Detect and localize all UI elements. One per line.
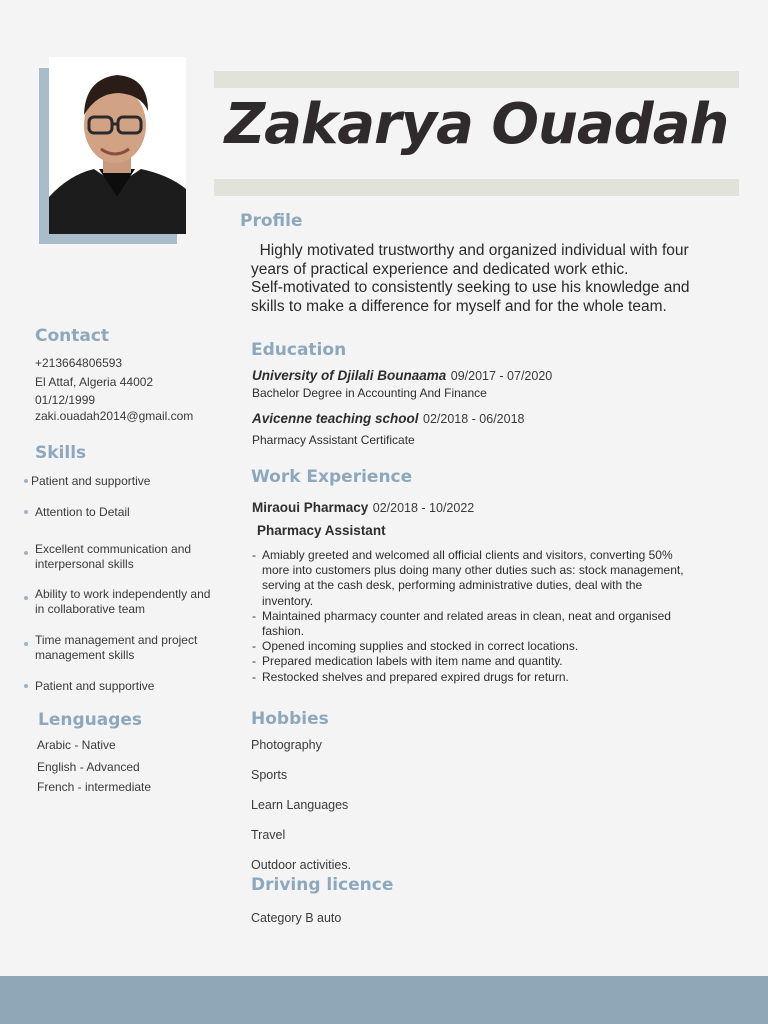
hobby-item: Photography <box>251 738 322 752</box>
bullet-dot-icon <box>24 642 28 646</box>
skills-heading: Skills <box>35 443 87 463</box>
profile-line: skills to make a difference for myself and for the whole team. <box>251 297 667 315</box>
work-heading: Work Experience <box>251 467 413 487</box>
education-entry-title <box>252 410 524 428</box>
school-name: Avicenne teaching school <box>252 411 419 426</box>
profile-summary <box>251 242 741 316</box>
profile-line: years of practical experience and dedicated work ethic. <box>251 260 629 278</box>
skill-label: Patient and supportive <box>31 474 151 488</box>
skill-item <box>22 587 212 617</box>
skill-item <box>22 474 212 489</box>
footer-bar <box>0 976 768 1024</box>
driving-category: Category B auto <box>251 911 342 925</box>
education-degree: Bachelor Degree in Accounting And Finance <box>252 386 487 400</box>
education-degree: Pharmacy Assistant Certificate <box>252 433 415 447</box>
hobby-item: Outdoor activities. <box>251 858 352 872</box>
skill-item <box>22 633 202 663</box>
profile-photo <box>49 57 186 234</box>
education-dates: 09/2017 - 07/2020 <box>450 369 553 383</box>
skill-item <box>22 679 212 694</box>
contact-heading: Contact <box>35 326 110 346</box>
hobbies-heading: Hobbies <box>251 709 329 729</box>
duty-item: - Maintained pharmacy counter and related areas in clean, neat and organised fashion. <box>251 609 691 639</box>
languages-heading: Lenguages <box>38 710 143 730</box>
skill-label: Excellent communication and interpersonal skills <box>35 542 192 571</box>
contact-address: El Attaf, Algeria 44002 <box>35 375 154 389</box>
education-dates: 02/2018 - 06/2018 <box>423 412 525 426</box>
name-band-bottom <box>214 179 739 196</box>
duty-item: - Amiably greeted and welcomed all official clients and visitors, converting 50% more into customers plus doing many other duties such as: stock management, serving at the cash desk, performing administrative duties, deal with the inventory. <box>251 548 691 609</box>
language-item: English - Advanced <box>37 760 140 774</box>
duty-item: - Opened incoming supplies and stocked in correct locations. <box>251 639 691 654</box>
skill-label: Attention to Detail <box>35 505 130 519</box>
skill-label: Ability to work independently and in collaborative team <box>35 587 211 616</box>
profile-line: Highly motivated trustworthy and organized individual with four <box>251 242 689 259</box>
name-band-top <box>214 71 739 88</box>
language-item: Arabic - Native <box>37 738 116 752</box>
education-entry-title <box>252 367 552 385</box>
work-employer-line <box>252 499 474 517</box>
contact-phone: +213664806593 <box>35 356 123 370</box>
bullet-dot-icon <box>24 596 28 600</box>
bullet-dot-icon <box>24 551 28 555</box>
hobby-item: Learn Languages <box>251 798 349 812</box>
job-role: Pharmacy Assistant <box>257 523 386 538</box>
hobby-item: Travel <box>251 828 286 842</box>
profile-line: Self-motivated to consistently seeking to use his knowledge and <box>251 279 690 296</box>
skill-label: Time management and project management skills <box>35 633 198 662</box>
driving-heading: Driving licence <box>251 875 394 895</box>
bullet-dot-icon <box>24 479 28 483</box>
duty-item: - Restocked shelves and prepared expired drugs for return. <box>251 670 691 685</box>
skill-item <box>22 505 212 520</box>
candidate-name: Zakarya Ouadah <box>224 92 729 157</box>
duty-item: - Prepared medication labels with item name and quantity. <box>251 654 691 669</box>
employer-name: Miraoui Pharmacy <box>252 500 369 515</box>
work-dates: 02/2018 - 10/2022 <box>372 501 475 515</box>
hobby-item: Sports <box>251 768 288 782</box>
skill-label: Patient and supportive <box>35 679 155 693</box>
contact-birthdate: 01/12/1999 <box>35 393 96 407</box>
bullet-dot-icon <box>24 684 28 688</box>
skill-item <box>22 542 197 572</box>
profile-heading: Profile <box>240 211 303 231</box>
education-heading: Education <box>251 340 347 360</box>
language-item: French - intermediate <box>37 780 152 794</box>
contact-email: zaki.ouadah2014@gmail.com <box>35 409 194 423</box>
duties-list <box>251 548 691 685</box>
school-name: University of Djilali Bounaama <box>252 368 447 383</box>
bullet-dot-icon <box>24 510 28 514</box>
